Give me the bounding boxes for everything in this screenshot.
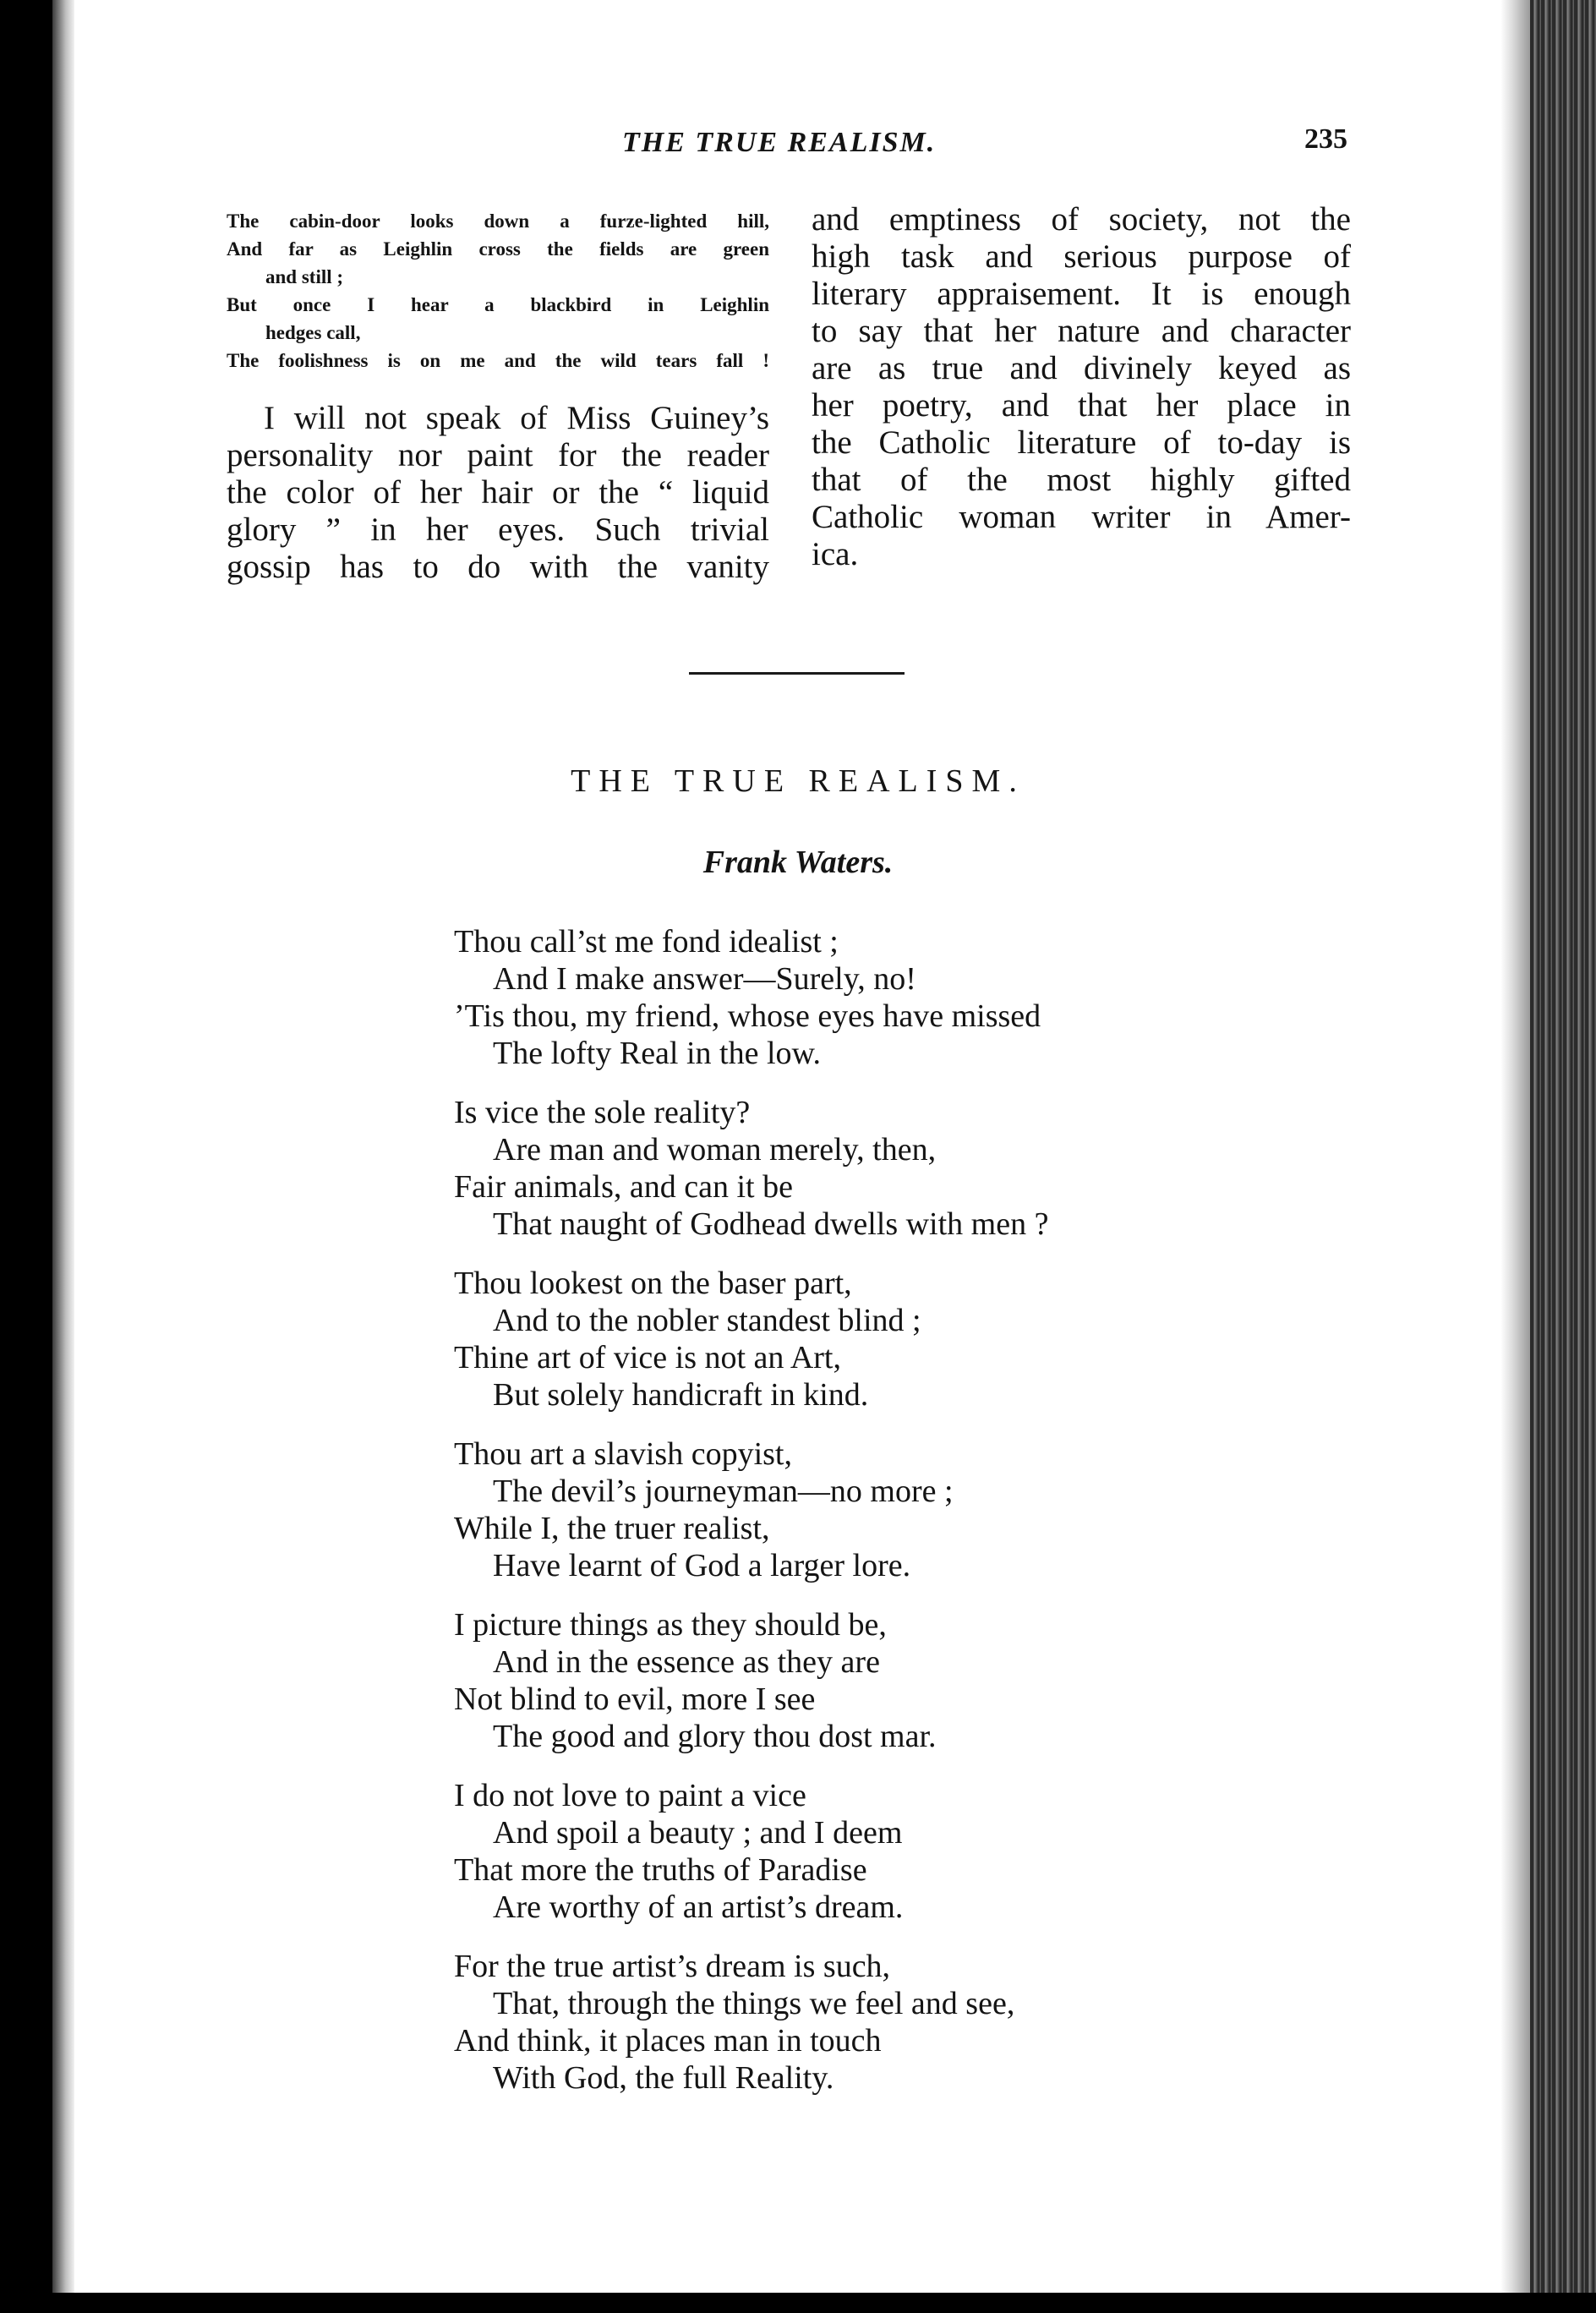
stanza <box>454 923 1468 1072</box>
poem-title: THE TRUE REALISM. <box>571 763 1025 799</box>
verse-line: The devil’s journeyman—no more ; <box>493 1474 954 1509</box>
verse-line: I do not love to paint a vice <box>454 1778 806 1813</box>
verse-line: And think, it places man in touch <box>454 2023 882 2059</box>
paragraph-line: ica. <box>812 536 859 572</box>
verse-line: That more the truths of Paradise <box>454 1852 867 1888</box>
verse-line: Are man and woman merely, then, <box>493 1132 937 1167</box>
stanza <box>454 1435 1468 1584</box>
verse-line: And I make answer—Surely, no! <box>493 961 916 997</box>
verse-line: For the true artist’s dream is such, <box>454 1949 891 1984</box>
paragraph-line: and emptiness of society, not the <box>812 201 1351 238</box>
epigraph-line: But once I hear a blackbird in Leighlin <box>227 294 769 315</box>
right-column <box>812 201 1351 573</box>
epigraph <box>227 207 769 375</box>
stanza <box>454 1265 1468 1414</box>
verse-line: I picture things as they should be, <box>454 1607 887 1643</box>
scan-gutter-shadow <box>52 0 74 2313</box>
verse-line: But solely handicraft in kind. <box>493 1377 869 1413</box>
verse-line: Thou call’st me fond idealist ; <box>454 924 839 960</box>
scan-bottom-edge <box>0 2293 1596 2313</box>
verse-line: The good and glory thou dost mar. <box>493 1719 937 1754</box>
paragraph-line: are as true and divinely keyed as <box>812 350 1351 386</box>
verse-line: And to the nobler standest blind ; <box>493 1303 921 1338</box>
scan-right-shadow <box>1500 0 1530 2313</box>
paragraph-line: the color of her hair or the “ liquid <box>227 474 769 511</box>
epigraph-line: and still ; <box>265 266 344 287</box>
verse-line: ’Tis thou, my friend, whose eyes have missed <box>454 998 1041 1034</box>
paragraph-line: Catholic woman writer in Amer- <box>812 499 1351 535</box>
epigraph-line: The foolishness is on me and the wild tears fall ! <box>227 350 769 371</box>
scan-left-edge <box>0 0 52 2313</box>
left-column <box>227 207 769 586</box>
paragraph-line: the Catholic literature of to-day is <box>812 424 1351 461</box>
left-paragraph <box>227 400 769 586</box>
verse-line: And spoil a beauty ; and I deem <box>493 1815 903 1851</box>
paragraph-line: gossip has to do with the vanity <box>227 549 769 585</box>
paragraph-line: her poetry, and that her place in <box>812 387 1351 424</box>
verse-line: Have learnt of God a larger lore. <box>493 1548 911 1583</box>
paragraph-line: that of the most highly gifted <box>812 462 1351 498</box>
verse-line: Are worthy of an artist’s dream. <box>493 1889 904 1925</box>
verse-line: Not blind to evil, more I see <box>454 1681 816 1717</box>
verse-line: And in the essence as they are <box>493 1644 880 1680</box>
stanza <box>454 1606 1468 1755</box>
paragraph-line: literary appraisement. It is enough <box>812 276 1351 312</box>
running-title: THE TRUE REALISM. <box>622 127 937 158</box>
epigraph-line: The cabin-door looks down a furze-lighted hill, <box>227 211 769 232</box>
verse-line: Thou art a slavish copyist, <box>454 1436 792 1472</box>
paragraph-line: high task and serious purpose of <box>812 238 1351 275</box>
verse-line: The lofty Real in the low. <box>493 1036 821 1071</box>
paragraph-line: personality nor paint for the reader <box>227 437 769 473</box>
verse-line: While I, the truer realist, <box>454 1511 770 1546</box>
poem-author: Frank Waters. <box>702 845 894 880</box>
stanza <box>454 1948 1468 2097</box>
paragraph-line: to say that her nature and character <box>812 313 1351 349</box>
scan-right-edge <box>1530 0 1596 2313</box>
verse-line: Is vice the sole reality? <box>454 1095 751 1130</box>
verse-line: With God, the full Reality. <box>493 2060 834 2096</box>
paragraph-line: glory ” in her eyes. Such trivial <box>227 511 769 548</box>
verse-line: That naught of Godhead dwells with men ? <box>493 1206 1049 1242</box>
page-number: 235 <box>1304 123 1347 155</box>
verse-line: Thine art of vice is not an Art, <box>454 1340 841 1375</box>
poem-body <box>454 923 1468 2119</box>
right-paragraph <box>812 201 1351 573</box>
epigraph-line: hedges call, <box>265 322 361 343</box>
stanza <box>454 1094 1468 1243</box>
stanza <box>454 1777 1468 1926</box>
section-divider <box>689 672 905 675</box>
verse-line: Fair animals, and can it be <box>454 1169 793 1205</box>
paragraph-line: I will not speak of Miss Guiney’s <box>264 400 769 436</box>
verse-line: Thou lookest on the baser part, <box>454 1266 852 1301</box>
epigraph-line: And far as Leighlin cross the fields are green <box>227 238 769 260</box>
verse-line: That, through the things we feel and see, <box>493 1986 1015 2021</box>
